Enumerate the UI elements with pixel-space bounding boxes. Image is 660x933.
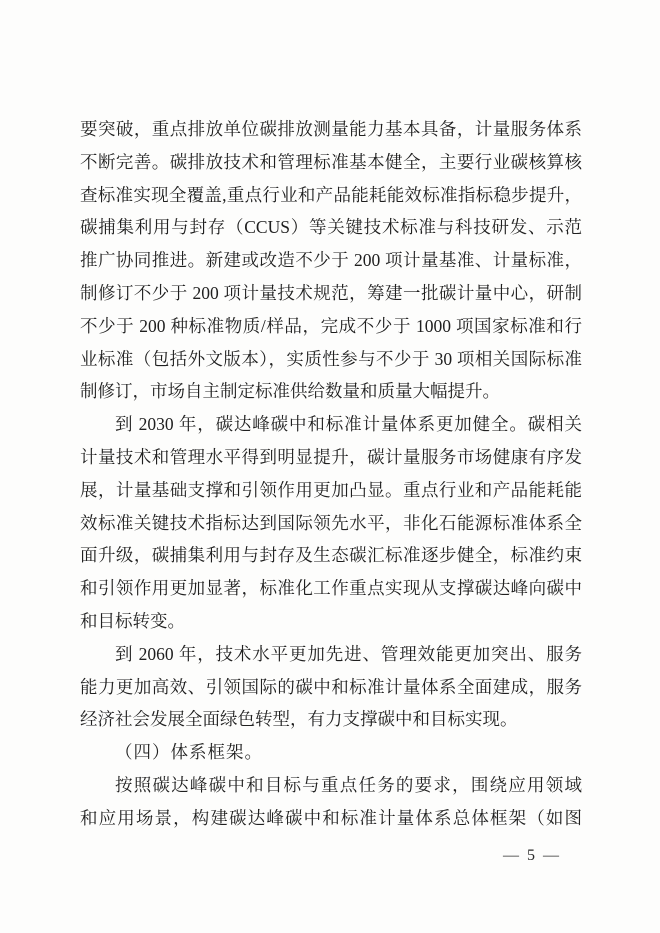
paragraph [80, 113, 582, 408]
text-line: 到 2030 年，碳达峰碳中和标准计量体系更加健全。碳相关 [115, 414, 582, 435]
document-body [80, 113, 582, 835]
text-line: 制修订不少于 200 项计量技术规范，筹建一批碳计量中心，研制 [80, 282, 582, 303]
text-line: 和目标转变。 [80, 610, 185, 631]
text-line: 推广协同推进。新建或改造不少于 200 项计量基准、计量标准， [80, 250, 582, 271]
text-line: 碳捕集利用与封存（CCUS）等关键技术标准与科技研发、示范 [80, 217, 582, 238]
text-line: 不断完善。碳排放技术和管理标准基本健全，主要行业碳核算核 [80, 151, 582, 172]
text-line: 要突破，重点排放单位碳排放测量能力基本具备，计量服务体系 [80, 119, 582, 139]
text-line: 面升级，碳捕集利用与封存及生态碳汇标准逐步健全，标准约束 [80, 545, 582, 566]
text-line: （四）体系框架。 [115, 742, 263, 763]
paragraph [80, 638, 582, 736]
section-heading [80, 736, 582, 769]
text-line: 和引领作用更加显著，标准化工作重点实现从支撑碳达峰向碳中 [80, 578, 582, 599]
text-line: 不少于 200 种标准物质/样品，完成不少于 1000 项国家标准和行 [80, 315, 582, 336]
page-number: — 5 — [503, 847, 561, 864]
paragraph [80, 408, 582, 638]
text-line: 经济社会发展全面绿色转型，有力支撑碳中和目标实现。 [80, 709, 518, 730]
paragraph [80, 769, 582, 835]
text-line: 按照碳达峰碳中和目标与重点任务的要求，围绕应用领域 [115, 774, 582, 795]
text-line: 业标准（包括外文版本），实质性参与不少于 30 项相关国际标准 [80, 348, 582, 369]
text-line: 计量技术和管理水平得到明显提升，碳计量服务市场健康有序发 [80, 446, 582, 467]
text-line: 能力更加高效、引领国际的碳中和标准计量体系全面建成，服务 [80, 676, 582, 697]
text-line: 制修订，市场自主制定标准供给数量和质量大幅提升。 [80, 381, 500, 402]
text-line: 到 2060 年，技术水平更加先进、管理效能更加突出、服务 [115, 643, 582, 664]
text-line: 查标准实现全覆盖,重点行业和产品能耗能效标准指标稳步提升， [80, 184, 582, 205]
text-line: 效标准关键技术指标达到国际领先水平，非化石能源标准体系全 [80, 512, 582, 533]
text-line: 和应用场景，构建碳达峰碳中和标准计量体系总体框架（如图 [80, 807, 582, 828]
text-line: 展，计量基础支撑和引领作用更加凸显。重点行业和产品能耗能 [80, 479, 582, 500]
